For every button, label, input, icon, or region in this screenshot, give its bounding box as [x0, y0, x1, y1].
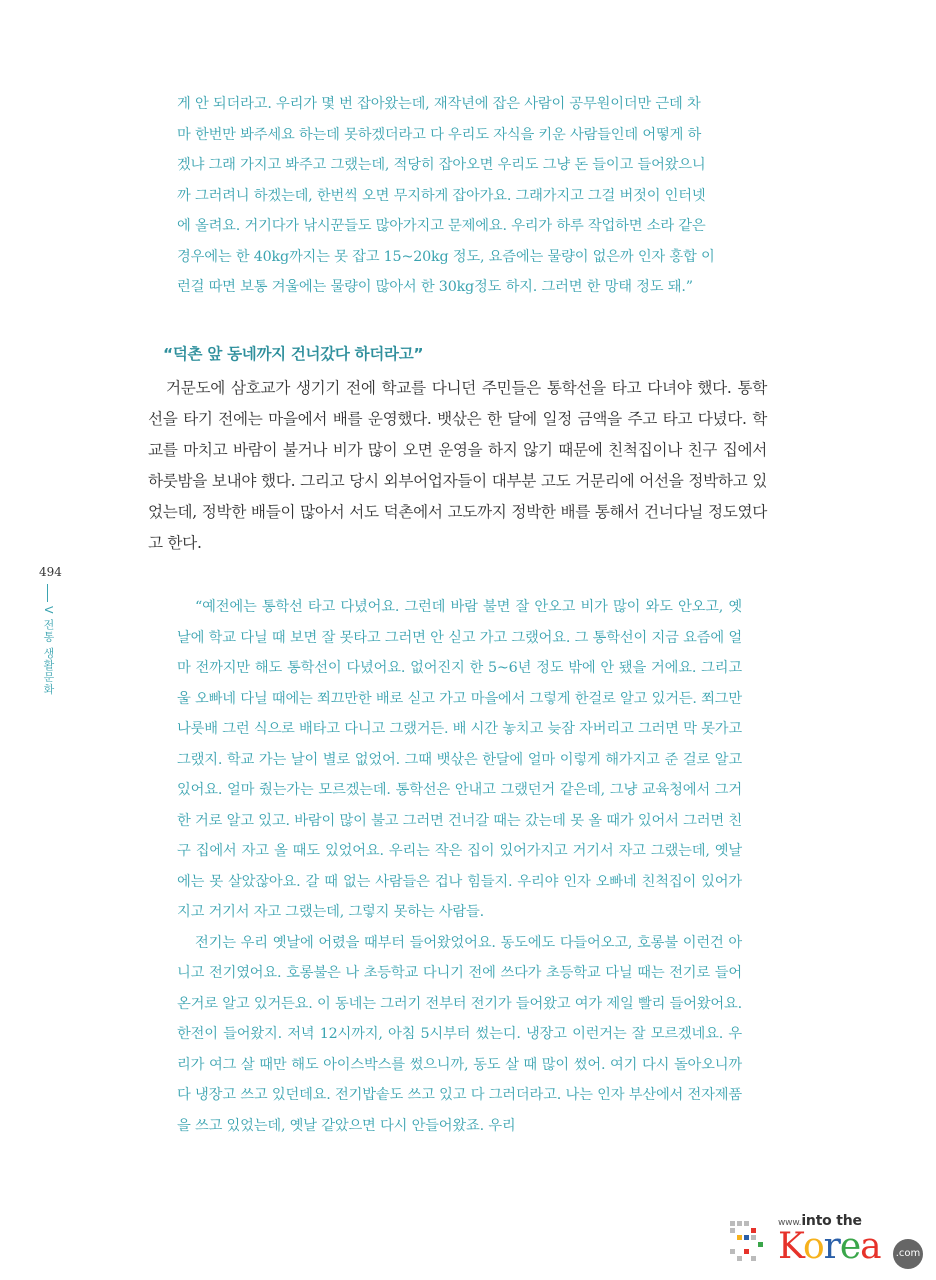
quote-line: 경우에는 한 40kg까지는 못 잡고 15~20kg 정도, 요즘에는 물량이 없은까 인자 홍합 이: [177, 248, 715, 265]
chapter-label: [40, 606, 56, 696]
watermark-www: www.: [778, 1218, 802, 1228]
body-paragraph: 거문도에 삼호교가 생기기 전에 학교를 다니던 주민들은 통학선을 타고 다녀야 했다. 통학선을 타기 전에는 마을에서 배를 운영했다. 뱃삯은 한 달에 일정 금액을 주고 타고 다녔다. 학교를 마치고 바람이 불거나 비가 많이 오면 운영을 하지 않기 때문에 친척집이나 친구 집에서 하룻밤을 보내야 했다. 그리고 당시 외부어업자들이 대부분 고도 거문리에 어선을 정박하고 있었는데, 정박한 배들이 많아서 서도 덕촌에서 고도까지 정박한 배를 통해서 건너다닐 정도였다고 한다.: [148, 379, 767, 552]
body-paragraph-block: [148, 373, 767, 559]
chapter-title: 전통 생활문화: [42, 619, 55, 696]
brand-letter: o: [802, 1226, 824, 1267]
quote-paragraph: “예전에는 통학선 타고 다녔어요. 그런데 바람 불면 잘 안오고 비가 많이 와도 안오고, 옛날에 학교 다닐 때 보면 잘 못타고 그러면 안 싣고 가고 그랬어요. 그 통학선이 지금 요즘에 얼마 전까지만 해도 통학선이 다녔어요. 없어진지 한 5~6년 정도 밖에 안 됐을 거에요. 그리고 울 오빠네 다닐 때에는 쬐끄만한 배로 싣고 가고 마을에서 그렇게 한걸로 알고 있거든. 쬐그만 나룻배 그런 식으로 배타고 다니고 그랬거든. 배 시간 놓치고 늦잠 자버리고 그러면 막 못가고 그랬지. 학교 가는 날이 별로 없었어. 그때 뱃삯은 한달에 얼마 이렇게 해가지고 준 걸로 알고 있어요. 얼마 줬는가는 모르겠는데. 통학선은 안내고 그랬던거 같은데, 그냥 교육청에서 그거 한 거로 알고 있고. 바람이 많이 불고 그러면 건너갈 때는 갔는데 못 올 때가 있어서 그러면 친구 집에서 자고 올 때도 있었어요. 우리는 작은 집이 있어가지고 거기서 자고 그랬는데, 옛날에는 못 살았잖아요. 갈 때 없는 사람들은 겁나 힘들지. 우리야 인자 오빠네 친척집이 있어가지고 거기서 자고 그랬는데, 그렇지 못하는 사람들.: [177, 599, 742, 920]
section-heading: “덕촌 앞 동네까지 건너갔다 하더라고”: [163, 345, 424, 363]
quote-line: 에 올려요. 거기다가 낚시꾼들도 많아가지고 문제에요. 우리가 하루 작업하면 소라 같은: [177, 218, 706, 234]
quote-line: 게 안 되더라고. 우리가 몇 번 잡아왔는데, 재작년에 잡은 사람이 공무원이더만 근데 차: [177, 96, 701, 112]
brand-letter: K: [778, 1226, 803, 1267]
watermark-brand: [778, 1227, 881, 1267]
brand-letter: e: [839, 1226, 861, 1267]
page-number: 494: [39, 565, 62, 579]
pixel-grid-icon: [730, 1221, 770, 1267]
quote-line: 런걸 따면 보통 겨울에는 물량이 많아서 한 30kg정도 하지. 그러면 한 망태 정도 돼.”: [177, 279, 693, 295]
chapter-roman: V: [42, 606, 55, 615]
brand-letter: a: [860, 1226, 881, 1267]
sidebar-divider: [47, 584, 48, 602]
watermark-dotcom-badge: .com: [893, 1239, 923, 1269]
quote-line: 겠냐 그래 가지고 봐주고 그랬는데, 적당히 잡아오면 우리도 그냥 돈 들이고 들어왔으니: [177, 157, 706, 173]
quote-paragraph: 전기는 우리 옛날에 어렸을 때부터 들어왔었어요. 동도에도 다들어오고, 호롱불 이런건 아니고 전기였어요. 호롱불은 나 초등학교 다니기 전에 쓰다가 초등학교 다닐 때는 전기로 들어온거로 알고 있거든요. 이 동네는 그러기 전부터 전기가 들어왔고 여가 제일 빨리 들어왔어요. 한전이 들어왔지. 저녁 12시까지, 아침 5시부터 썼는디. 냉장고 이런거는 잘 모르겠네요. 우리가 여그 살 때만 해도 아이스박스를 썼으니까, 동도 살 때 많이 썼어. 여기 다시 돌아오니까 다 냉장고 쓰고 있던데요. 전기밥솥도 쓰고 있고 다 그러더라고. 나는 인자 부산에서 전자제품을 쓰고 있었는데, 옛날 같았으면 다시 안들어왔죠. 우리: [177, 934, 742, 1134]
interview-quote-1: [177, 89, 742, 303]
quote-line: 까 그러려니 하겠는데, 한번씩 오면 무지하게 잡아가요. 그래가지고 그걸 버젓이 인터넷: [177, 187, 706, 204]
intothekorea-watermark: [730, 1213, 925, 1273]
interview-quote-2: [177, 592, 742, 1141]
watermark-into-the: into the: [801, 1213, 862, 1229]
brand-letter: r: [823, 1226, 840, 1267]
quote-line: 마 한번만 봐주세요 하는데 못하겠더라고 다 우리도 자식을 키운 사람들인데 어떻게 하: [177, 126, 702, 143]
